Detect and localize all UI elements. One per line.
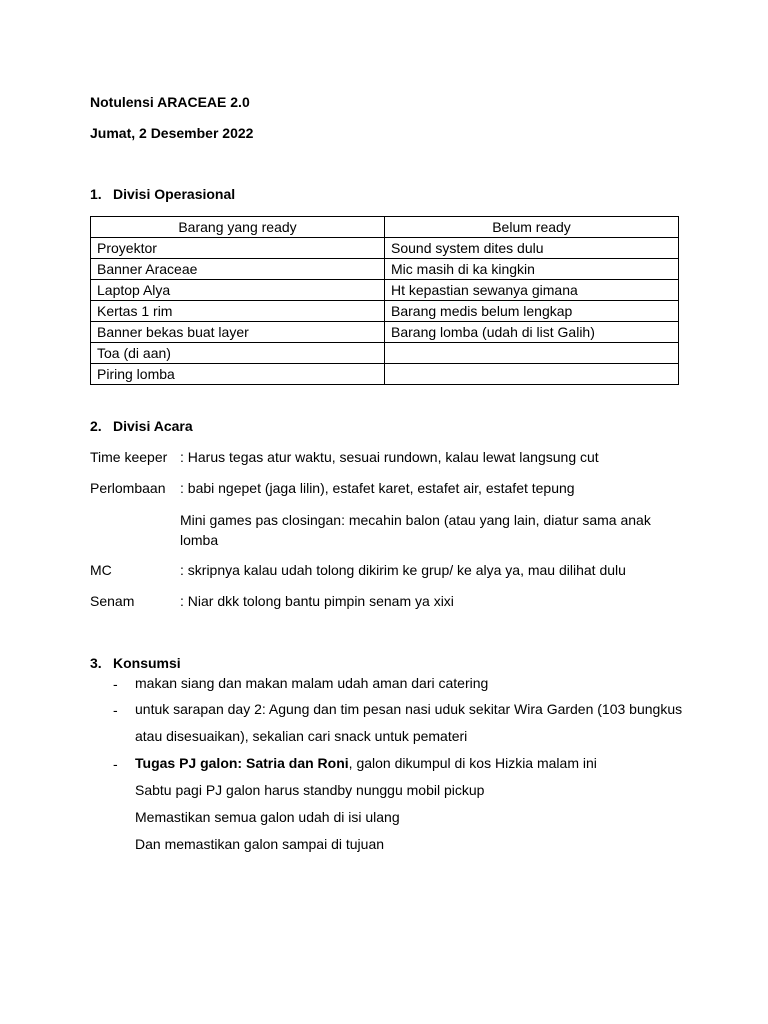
- table-row: [91, 364, 679, 385]
- section-title: Divisi Operasional: [113, 186, 236, 202]
- table-cell: Proyektor: [91, 238, 385, 259]
- acara-item-key: Senam: [90, 593, 135, 609]
- table-cell: Barang lomba (udah di list Galih): [385, 322, 679, 343]
- table-cell: Kertas 1 rim: [91, 301, 385, 322]
- konsumsi-followup: Dan memastikan galon sampai di tujuan: [135, 836, 385, 852]
- table-row: [91, 301, 679, 322]
- table-cell: [385, 343, 679, 364]
- section-heading-operasional: [90, 186, 235, 203]
- table-cell: Toa (di aan): [91, 343, 385, 364]
- table-cell: Laptop Alya: [91, 280, 385, 301]
- section-heading-acara: [90, 418, 193, 435]
- table-header-belum-ready: Belum ready: [385, 217, 679, 238]
- table-cell: Piring lomba: [91, 364, 385, 385]
- acara-item-key: MC: [90, 562, 112, 578]
- acara-item-key: Time keeper: [90, 449, 168, 465]
- table-cell: Banner bekas buat layer: [91, 322, 385, 343]
- document-title: Notulensi ARACEAE 2.0: [90, 94, 250, 110]
- acara-item-value: : Harus tegas atur waktu, sesuai rundown, kalau lewat langsung cut: [180, 449, 599, 465]
- list-item-text: [135, 750, 685, 777]
- konsumsi-followup: Sabtu pagi PJ galon harus standby nunggu mobil pickup: [135, 782, 485, 798]
- table-cell: Barang medis belum lengkap: [385, 301, 679, 322]
- list-item-bold: Tugas PJ galon: Satria dan Roni: [135, 755, 349, 771]
- table-header-ready: Barang yang ready: [91, 217, 385, 238]
- table-cell: [385, 364, 679, 385]
- perlombaan-continuation: Mini games pas closingan: mecahin balon (atau yang lain, diatur sama anak lomba: [180, 512, 651, 548]
- table-cell: Ht kepastian sewanya gimana: [385, 280, 679, 301]
- table-header-row: [91, 217, 679, 238]
- table-cell: Mic masih di ka kingkin: [385, 259, 679, 280]
- table-row: [91, 322, 679, 343]
- section-title: Konsumsi: [113, 655, 181, 671]
- section-number: 1.: [90, 186, 102, 202]
- table-row: [91, 259, 679, 280]
- acara-item-value: : babi ngepet (jaga lilin), estafet karet, estafet air, estafet tepung: [180, 480, 575, 496]
- table-cell: Banner Araceae: [91, 259, 385, 280]
- table-row: [91, 280, 679, 301]
- bullet-dash: -: [113, 756, 118, 772]
- acara-item-value: : Niar dkk tolong bantu pimpin senam ya xixi: [180, 593, 454, 609]
- acara-item-key: Perlombaan: [90, 480, 166, 496]
- document-date: Jumat, 2 Desember 2022: [90, 125, 254, 141]
- konsumsi-followup: Memastikan semua galon udah di isi ulang: [135, 809, 400, 825]
- section-title: Divisi Acara: [113, 418, 193, 434]
- table-row: [91, 343, 679, 364]
- list-item-text: makan siang dan makan malam udah aman dari catering: [135, 675, 489, 691]
- table-row: [91, 238, 679, 259]
- list-item-rest: , galon dikumpul di kos Hizkia malam ini: [348, 755, 597, 771]
- section-number: 2.: [90, 418, 102, 434]
- acara-item-value: : skripnya kalau udah tolong dikirim ke grup/ ke alya ya, mau dilihat dulu: [180, 562, 626, 578]
- section-number: 3.: [90, 655, 102, 671]
- table-cell: Sound system dites dulu: [385, 238, 679, 259]
- bullet-dash: -: [113, 702, 118, 718]
- list-item-text: untuk sarapan day 2: Agung dan tim pesan nasi uduk sekitar Wira Garden (103 bungkus atau disesuaikan), sekalian cari snack untuk pemateri: [135, 701, 683, 744]
- bullet-dash: -: [113, 676, 118, 692]
- operasional-table: [90, 216, 679, 385]
